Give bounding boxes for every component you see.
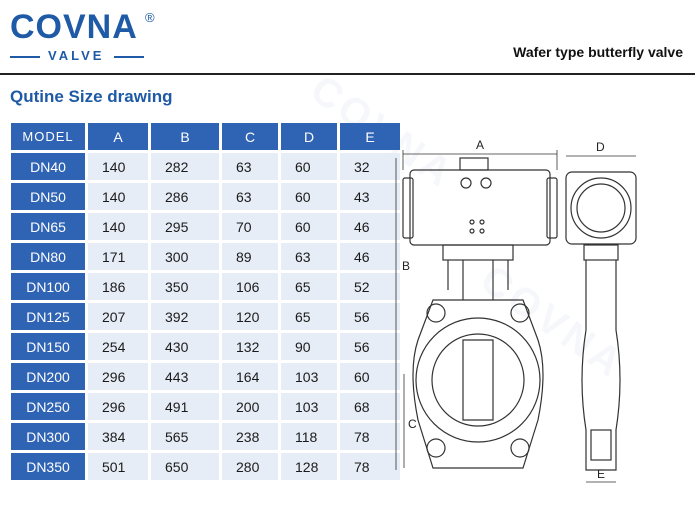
col-header-b: B <box>151 123 219 150</box>
model-cell: DN350 <box>11 453 85 480</box>
actuator-top-shaft <box>460 158 488 170</box>
value-cell-c: 280 <box>222 453 278 480</box>
model-cell: DN50 <box>11 183 85 210</box>
product-title: Wafer type butterfly valve <box>513 44 683 60</box>
header-divider <box>0 73 695 75</box>
value-cell-d: 63 <box>281 243 337 270</box>
value-cell-d: 103 <box>281 363 337 390</box>
value-cell-e: 56 <box>340 303 400 330</box>
value-cell-e: 78 <box>340 453 400 480</box>
actuator-endcap-right <box>547 178 557 238</box>
value-cell-a: 140 <box>88 153 148 180</box>
value-cell-e: 52 <box>340 273 400 300</box>
col-header-d: D <box>281 123 337 150</box>
value-cell-d: 103 <box>281 393 337 420</box>
section-title: Qutine Size drawing <box>10 87 173 106</box>
model-cell: DN100 <box>11 273 85 300</box>
value-cell-c: 63 <box>222 153 278 180</box>
value-cell-d: 65 <box>281 303 337 330</box>
table-row <box>11 453 400 480</box>
value-cell-a: 254 <box>88 333 148 360</box>
dimension-table <box>8 120 403 483</box>
logo-line-right <box>114 56 144 58</box>
value-cell-c: 63 <box>222 183 278 210</box>
model-cell: DN125 <box>11 303 85 330</box>
value-cell-e: 78 <box>340 423 400 450</box>
table-row <box>11 423 400 450</box>
col-header-a: A <box>88 123 148 150</box>
value-cell-a: 296 <box>88 393 148 420</box>
value-cell-d: 60 <box>281 153 337 180</box>
brand-sub: VALVE <box>48 48 105 63</box>
logo-line-left <box>10 56 40 58</box>
model-cell: DN200 <box>11 363 85 390</box>
valve-bore <box>432 334 524 426</box>
table-header-row <box>11 123 400 150</box>
table-row <box>11 153 400 180</box>
value-cell-e: 56 <box>340 333 400 360</box>
value-cell-a: 140 <box>88 183 148 210</box>
brand-name: COVNA <box>10 8 138 46</box>
value-cell-d: 65 <box>281 273 337 300</box>
side-actuator-face <box>571 178 631 238</box>
value-cell-a: 171 <box>88 243 148 270</box>
value-cell-c: 106 <box>222 273 278 300</box>
value-cell-b: 350 <box>151 273 219 300</box>
value-cell-b: 286 <box>151 183 219 210</box>
value-cell-a: 501 <box>88 453 148 480</box>
value-cell-b: 300 <box>151 243 219 270</box>
value-cell-a: 384 <box>88 423 148 450</box>
valve-outer-ring <box>416 318 540 442</box>
table-row <box>11 273 400 300</box>
value-cell-c: 164 <box>222 363 278 390</box>
value-cell-e: 32 <box>340 153 400 180</box>
table-row <box>11 243 400 270</box>
value-cell-c: 120 <box>222 303 278 330</box>
value-cell-c: 70 <box>222 213 278 240</box>
col-header-c: C <box>222 123 278 150</box>
value-cell-a: 296 <box>88 363 148 390</box>
value-cell-a: 140 <box>88 213 148 240</box>
value-cell-d: 90 <box>281 333 337 360</box>
value-cell-b: 430 <box>151 333 219 360</box>
valve-outline-drawing <box>388 130 693 516</box>
value-cell-c: 132 <box>222 333 278 360</box>
value-cell-b: 443 <box>151 363 219 390</box>
label-a: A <box>476 138 485 152</box>
side-bracket <box>584 245 618 260</box>
actuator-endcap-left <box>403 178 413 238</box>
value-cell-e: 46 <box>340 243 400 270</box>
model-cell: DN300 <box>11 423 85 450</box>
value-cell-e: 68 <box>340 393 400 420</box>
valve-disc <box>463 340 493 420</box>
model-cell: DN65 <box>11 213 85 240</box>
value-cell-e: 43 <box>340 183 400 210</box>
value-cell-c: 89 <box>222 243 278 270</box>
model-cell: DN80 <box>11 243 85 270</box>
side-stem <box>591 430 611 460</box>
label-d: D <box>596 140 605 154</box>
value-cell-a: 186 <box>88 273 148 300</box>
table-row <box>11 183 400 210</box>
value-cell-b: 295 <box>151 213 219 240</box>
model-cell: DN40 <box>11 153 85 180</box>
value-cell-d: 60 <box>281 213 337 240</box>
value-cell-b: 392 <box>151 303 219 330</box>
table-row <box>11 333 400 360</box>
model-cell: DN150 <box>11 333 85 360</box>
value-cell-c: 238 <box>222 423 278 450</box>
table-row <box>11 393 400 420</box>
value-cell-d: 118 <box>281 423 337 450</box>
value-cell-c: 200 <box>222 393 278 420</box>
table-row <box>11 213 400 240</box>
registered-mark: ® <box>145 10 155 25</box>
side-body <box>582 260 620 470</box>
label-c: C <box>408 417 417 431</box>
model-cell: DN250 <box>11 393 85 420</box>
label-b: B <box>402 259 411 273</box>
table-row <box>11 303 400 330</box>
actuator-port <box>481 178 491 188</box>
label-e: E <box>597 467 606 481</box>
col-header-e: E <box>340 123 400 150</box>
mounting-bracket <box>443 245 513 260</box>
value-cell-b: 282 <box>151 153 219 180</box>
actuator-port <box>461 178 471 188</box>
value-cell-b: 491 <box>151 393 219 420</box>
col-header-model: MODEL <box>11 123 85 150</box>
value-cell-e: 46 <box>340 213 400 240</box>
value-cell-b: 565 <box>151 423 219 450</box>
value-cell-d: 60 <box>281 183 337 210</box>
brand-sub-row <box>10 48 150 64</box>
value-cell-d: 128 <box>281 453 337 480</box>
table-row <box>11 363 400 390</box>
value-cell-b: 650 <box>151 453 219 480</box>
actuator-body <box>410 170 550 245</box>
brand-logo <box>10 8 170 68</box>
value-cell-e: 60 <box>340 363 400 390</box>
value-cell-a: 207 <box>88 303 148 330</box>
